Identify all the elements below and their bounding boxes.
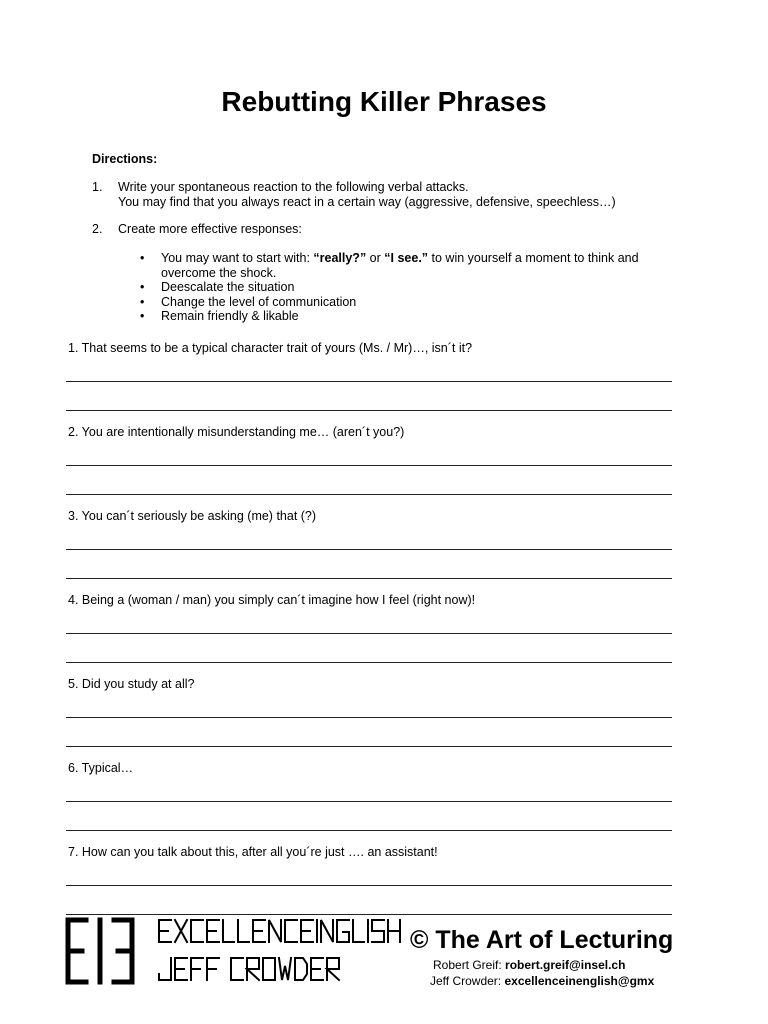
credit-name: Jeff Crowder: [430,974,505,988]
question-1: 1. That seems to be a typical character trait of yours (Ms. / Mr)…, isn´t it? [68,341,473,355]
email-link[interactable]: robert.greif@insel.ch [505,958,626,972]
answer-line[interactable] [66,830,672,831]
direction-1-line-2: You may find that you always react in a certain way (aggressive, defensive, speechless…) [118,195,616,209]
tip-text-pre: You may want to start with: [161,251,314,265]
answer-line[interactable] [66,885,672,886]
question-6: 6. Typical… [68,761,134,775]
page-title: Rebutting Killer Phrases [221,86,547,117]
tip-text: Change the level of communication [161,294,357,309]
direction-item-2: Create more effective responses: [118,222,302,236]
answer-line[interactable] [66,662,672,663]
question-3: 3. You can´t seriously be asking (me) that (?) [68,509,317,523]
answer-line[interactable] [66,746,672,747]
direction-1-line-1: Write your spontaneous reaction to the following verbal attacks. [118,180,469,194]
answer-line[interactable] [66,381,672,382]
credit-name: Robert Greif: [433,958,506,972]
tip-text-mid: or [366,251,385,265]
direction-number-2: 2. [92,222,103,236]
tip-text-post: to win yourself a moment to think and overcome the shock. [161,251,639,280]
question-4: 4. Being a (woman / man) you simply can´t imagine how I feel (right now)! [68,593,476,607]
bullet-icon: • [140,280,145,295]
answer-line[interactable] [66,717,672,718]
directions-label: Directions: [92,152,158,166]
tip-text: Remain friendly & likable [161,309,299,324]
answer-line[interactable] [66,465,672,466]
copyright-title: © The Art of Lecturing [410,926,674,954]
tip-phrase-i-see: “I see.” [384,251,429,265]
question-7: 7. How can you talk about this, after all you´re just …. an assistant! [68,845,438,859]
answer-line[interactable] [66,914,672,915]
email-link[interactable]: excellenceinenglish@gmx [504,974,655,988]
response-tips-list [136,251,666,324]
question-2: 2. You are intentionally misunderstanding me… (aren´t you?) [68,425,405,439]
bullet-icon: • [140,251,145,265]
answer-line[interactable] [66,801,672,802]
bullet-icon: • [140,309,145,324]
tip-phrase-really: “really?” [313,251,367,265]
answer-line[interactable] [66,578,672,579]
tip-text: Deescalate the situation [161,280,295,295]
tip-item [136,251,666,280]
excellence-in-english-logo [62,916,402,986]
answer-line[interactable] [66,410,672,411]
answer-line[interactable] [66,494,672,495]
direction-item-1 [118,180,616,210]
question-5: 5. Did you study at all? [68,677,195,691]
answer-line[interactable] [66,633,672,634]
bullet-icon: • [140,294,145,309]
tip-item [136,280,666,295]
direction-number-1: 1. [92,180,103,194]
tip-item [136,309,666,324]
credit-jeff-crowder [430,974,654,988]
credit-robert-greif [433,958,625,972]
answer-line[interactable] [66,549,672,550]
tip-item [136,295,666,310]
